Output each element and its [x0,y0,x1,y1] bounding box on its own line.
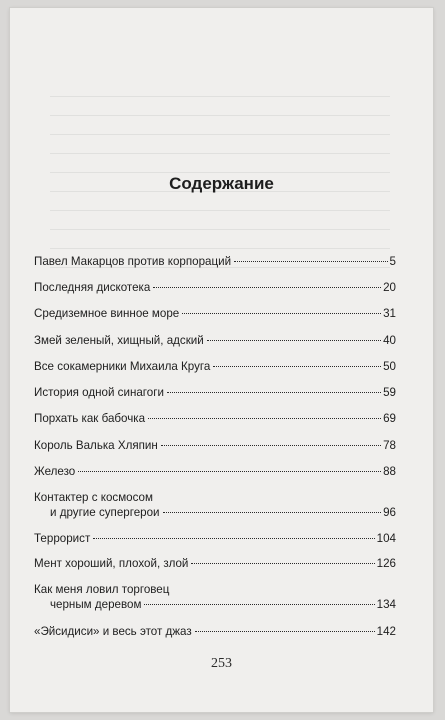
dot-leader [163,512,382,513]
toc-entry [34,464,396,479]
toc-entry [34,556,396,571]
dot-leader [213,366,381,367]
toc-entry-page: 78 [383,439,396,452]
toc-entry-title: Мент хороший, плохой, злой [34,557,189,570]
toc-entry [34,385,396,400]
toc-entry-title: Как меня ловил торговец [34,583,170,596]
dot-leader [195,631,375,632]
toc-entry-title: Порхать как бабочка [34,412,146,425]
toc-entry-title: «Эйсидиси» и весь этот джаз [34,625,192,638]
dot-leader [153,287,381,288]
dot-leader [207,340,381,341]
toc-entry-page: 69 [383,412,396,425]
toc-entry-page: 20 [383,281,396,294]
toc-entry-title: Железо [34,465,76,478]
toc-entry-title-continued: и другие супергерои [50,506,160,519]
page-number: 253 [211,656,232,671]
toc-entry [34,280,396,295]
toc-entry [34,531,396,546]
toc-entry-title: Павел Макарцов против корпораций [34,255,232,268]
toc-entry-title: Змей зеленый, хищный, адский [34,334,204,347]
toc-entry-page: 40 [383,334,396,347]
toc-entry [34,582,396,612]
dot-leader [182,313,381,314]
dot-leader [78,471,381,472]
toc-entry [34,411,396,426]
toc-entry-title: История одной синагоги [34,386,164,399]
toc-entry-title: Последняя дискотека [34,281,151,294]
toc-entry-page: 96 [383,506,396,519]
toc-entry-page: 5 [389,255,396,268]
dot-leader [148,418,381,419]
dot-leader [191,563,374,564]
toc-entry-page: 142 [376,625,396,638]
toc-entry-page: 134 [376,598,396,611]
toc-entry [34,359,396,374]
toc-entry [34,333,396,348]
toc-entry [34,438,396,453]
toc-entry [34,254,396,269]
dot-leader [93,538,374,539]
book-page [10,8,433,712]
toc-entry-page: 59 [383,386,396,399]
toc-title: Содержание [169,174,274,193]
toc-entry-title: Все сокамерники Михаила Круга [34,360,211,373]
toc-entry-page: 31 [383,307,396,320]
toc-entry-title: Король Валька Хляпин [34,439,158,452]
dot-leader [234,261,387,262]
dot-leader [144,604,374,605]
toc-entry [34,306,396,321]
toc-entry [34,624,396,639]
toc-entry-page: 104 [376,532,396,545]
toc-entry-title: Контактер с космосом [34,491,153,504]
toc-entry-page: 88 [383,465,396,478]
toc-entry-title: Террорист [34,532,91,545]
bleed-through-texture [50,78,390,268]
toc-entry-title: Средиземное винное море [34,307,180,320]
toc-entry-page: 50 [383,360,396,373]
toc-entry-page: 126 [376,557,396,570]
toc-entry [34,490,396,520]
dot-leader [167,392,381,393]
dot-leader [161,445,381,446]
toc-entry-title-continued: черным деревом [50,598,142,611]
